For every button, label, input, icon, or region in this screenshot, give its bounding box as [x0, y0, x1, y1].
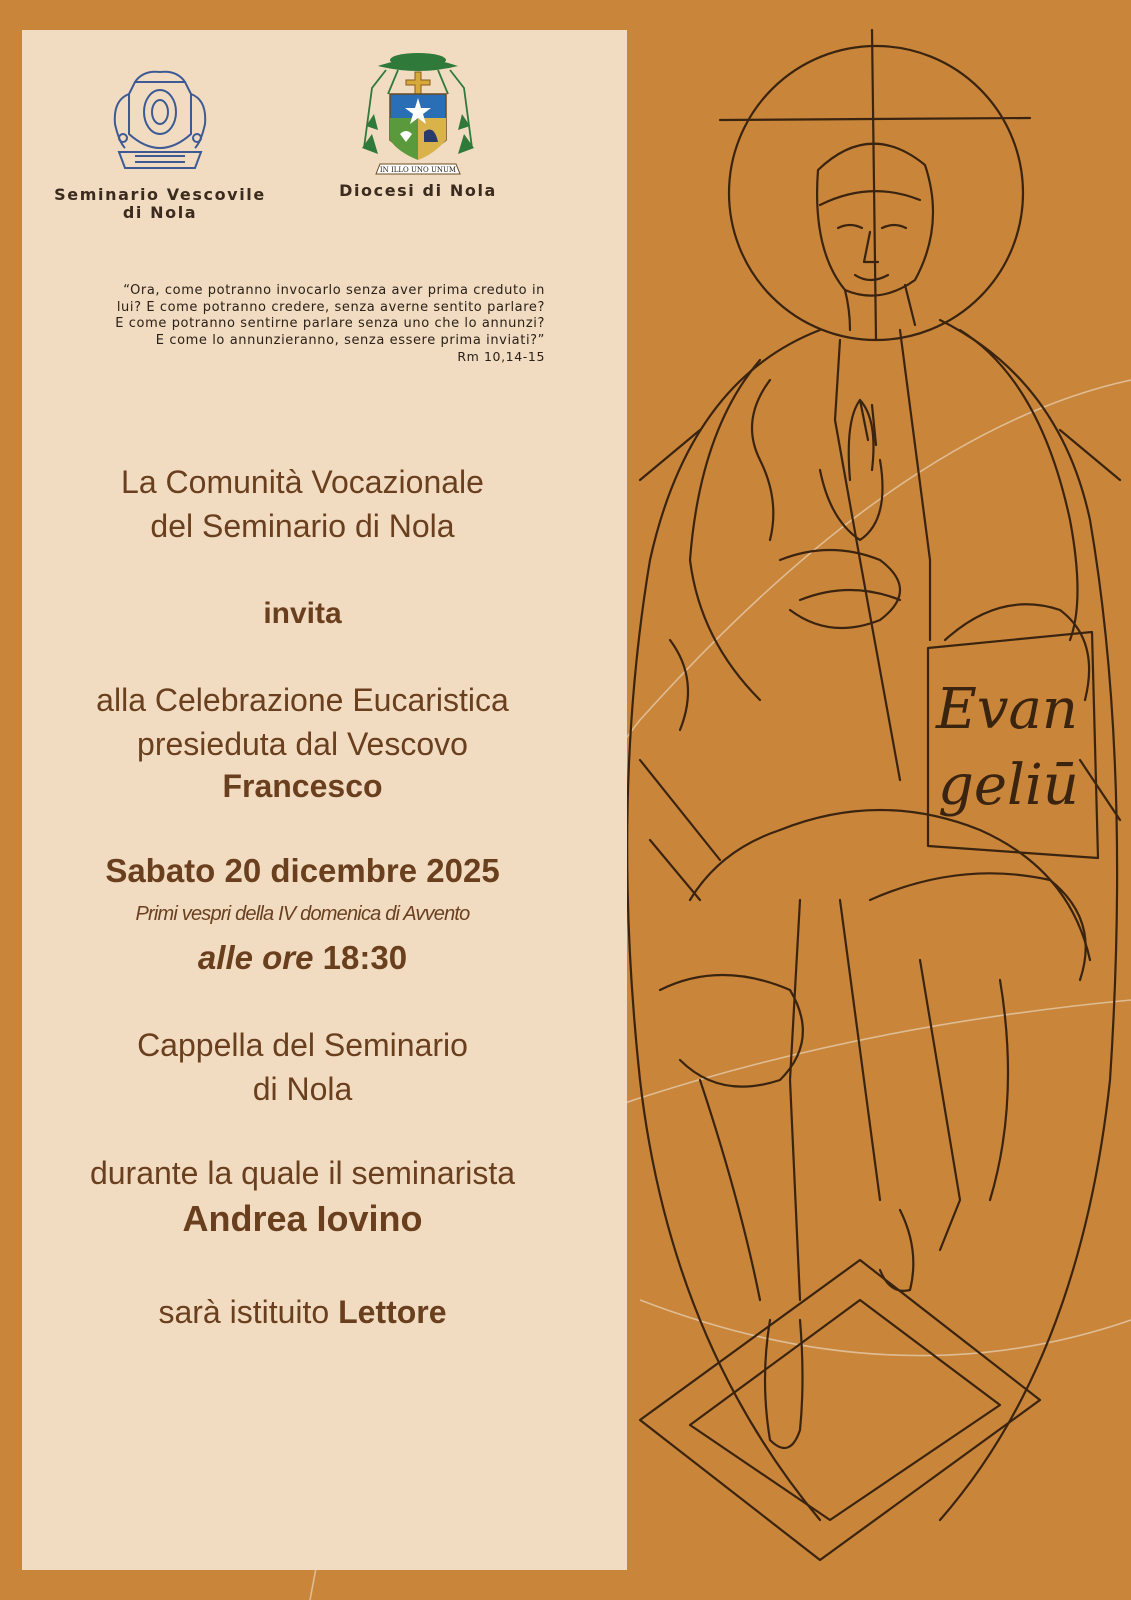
place-line1: Cappella del Seminario — [137, 1027, 468, 1063]
book-text-line2: geliū — [938, 753, 1079, 818]
place-line2: di Nola — [252, 1071, 353, 1107]
community-line2: del Seminario di Nola — [150, 508, 455, 544]
event-time — [0, 937, 605, 979]
quote-line: lui? E come potranno credere, senza averne sentito parlare? — [116, 299, 545, 315]
time-alle: alle — [197, 939, 253, 976]
diocesi-motto: IN ILLO UNO UNUM — [379, 166, 457, 174]
invita-verb: invita — [263, 597, 342, 630]
seminario-crest-icon — [105, 64, 215, 174]
liturgy-note: Primi vespri della IV domenica di Avvento — [135, 903, 470, 925]
seminario-logo-block — [45, 64, 275, 222]
event-date: Sabato 20 dicembre 2025 — [105, 852, 500, 889]
book-text-line1: Evan — [936, 677, 1078, 742]
quote-reference: Rm 10,14-15 — [457, 349, 545, 364]
diocesi-logo-block — [318, 48, 518, 200]
celebration-line1: alla Celebrazione Eucaristica — [96, 682, 509, 718]
bible-quote — [40, 283, 545, 366]
event-place — [0, 1023, 605, 1111]
diocesi-coat-of-arms-icon — [358, 48, 478, 180]
seminarian-name: Andrea Iovino — [182, 1198, 423, 1239]
community-name — [0, 460, 605, 548]
seminario-label — [45, 186, 275, 222]
diocesi-label: Diocesi di Nola — [339, 181, 497, 200]
seminario-label-line1: Seminario Vescovile — [54, 185, 266, 204]
quote-line: E come potranno sentirne parlare senza uno che lo annunzi? — [115, 316, 545, 331]
time-ore: ore — [262, 939, 314, 976]
celebration-text — [0, 678, 605, 766]
ministry-line — [0, 1290, 605, 1334]
community-line1: La Comunità Vocazionale — [121, 464, 484, 500]
celebration-line2: presieduta dal Vescovo — [137, 726, 468, 762]
ministry-prefix: sarà istituito — [158, 1294, 330, 1330]
ministry-name: Lettore — [338, 1294, 447, 1330]
during-text: durante la quale il seminarista — [89, 1155, 516, 1191]
seminario-label-line2: di Nola — [122, 203, 198, 222]
bishop-name: Francesco — [222, 768, 383, 804]
quote-line: “Ora, come potranno invocarlo senza aver prima creduto in — [123, 283, 545, 298]
quote-line: E come lo annunzieranno, senza essere prima inviati?” — [155, 332, 545, 348]
time-value: 18:30 — [322, 939, 408, 976]
